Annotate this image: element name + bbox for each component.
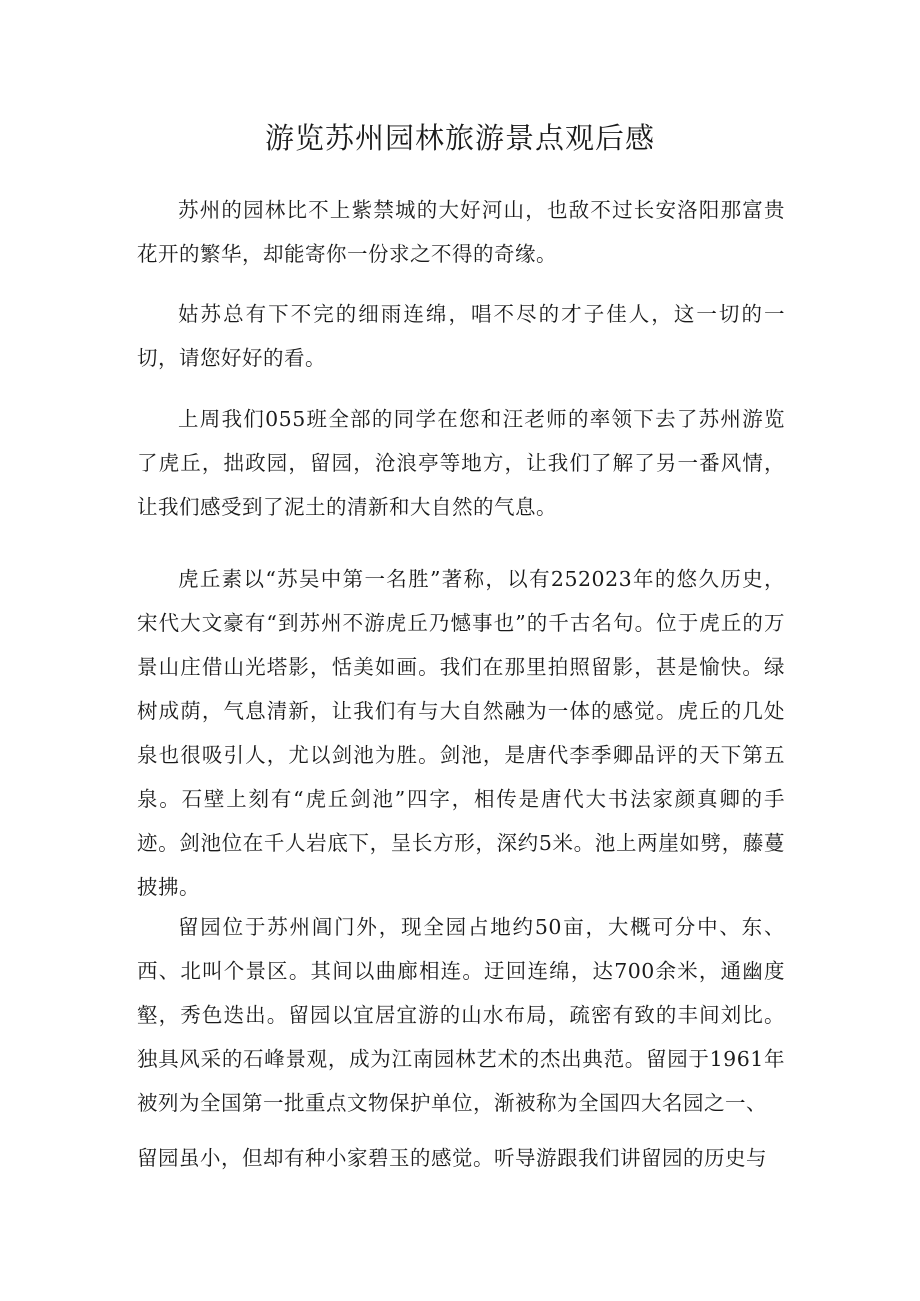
- paragraph-liuyuan-continued: 留园虽小，但却有种小家碧玉的感觉。听导游跟我们讲留园的历史与: [137, 1146, 767, 1170]
- paragraph-liuyuan: 留园位于苏州阊门外，现全园占地约50亩，大概可分中、东、西、北叫个景区。其间以曲廊相连。迂回连绵，达700余米，通幽度壑，秀色迭出。留园以宜居宜游的山水布局，疏密有致的丰间刘比。独具风采的石峰景观，成为江南园林艺术的杰出典范。留园于1961年被列为全国第一批重点文物保护单位，渐被称为全国四大名园之一、: [137, 915, 785, 1115]
- paragraph-trip: 上周我们055班全部的同学在您和汪老师的率领下去了苏州游览了虎丘，拙政园，留园，沧浪亭等地方，让我们了解了另一番风情，让我们感受到了泥土的清新和大自然的气息。: [137, 407, 785, 519]
- paragraph-gusu: 姑苏总有下不完的细雨连绵，唱不尽的才子佳人，这一切的一切，请您好好的看。: [137, 302, 785, 370]
- paragraph-huqiu: 虎丘素以“苏吴中第一名胜”著称，以有252023年的悠久历史，宋代大文豪有“到苏州不游虎丘乃憾事也”的千古名句。位于虎丘的万景山庄借山光塔影，恬美如画。我们在那里拍照留影，甚是愉快。绿树成荫，气息清新，让我们有与大自然融为一体的感觉。虎丘的几处泉也很吸引人，尤以剑池为胜。剑池，是唐代李季卿品评的天下第五泉。石壁上刻有“虎丘剑池”四字，相传是唐代大书法家颜真卿的手迹。剑池位在千人岩底下，呈长方形，深约5米。池上两崖如劈，藤蔓披拂。: [137, 567, 785, 899]
- paragraph-intro: 苏州的园林比不上紫禁城的大好河山，也敌不过长安洛阳那富贵花开的繁华，却能寄你一份求之不得的奇缘。: [137, 198, 785, 266]
- document-title: 游览苏州园林旅游景点观后感: [264, 121, 655, 155]
